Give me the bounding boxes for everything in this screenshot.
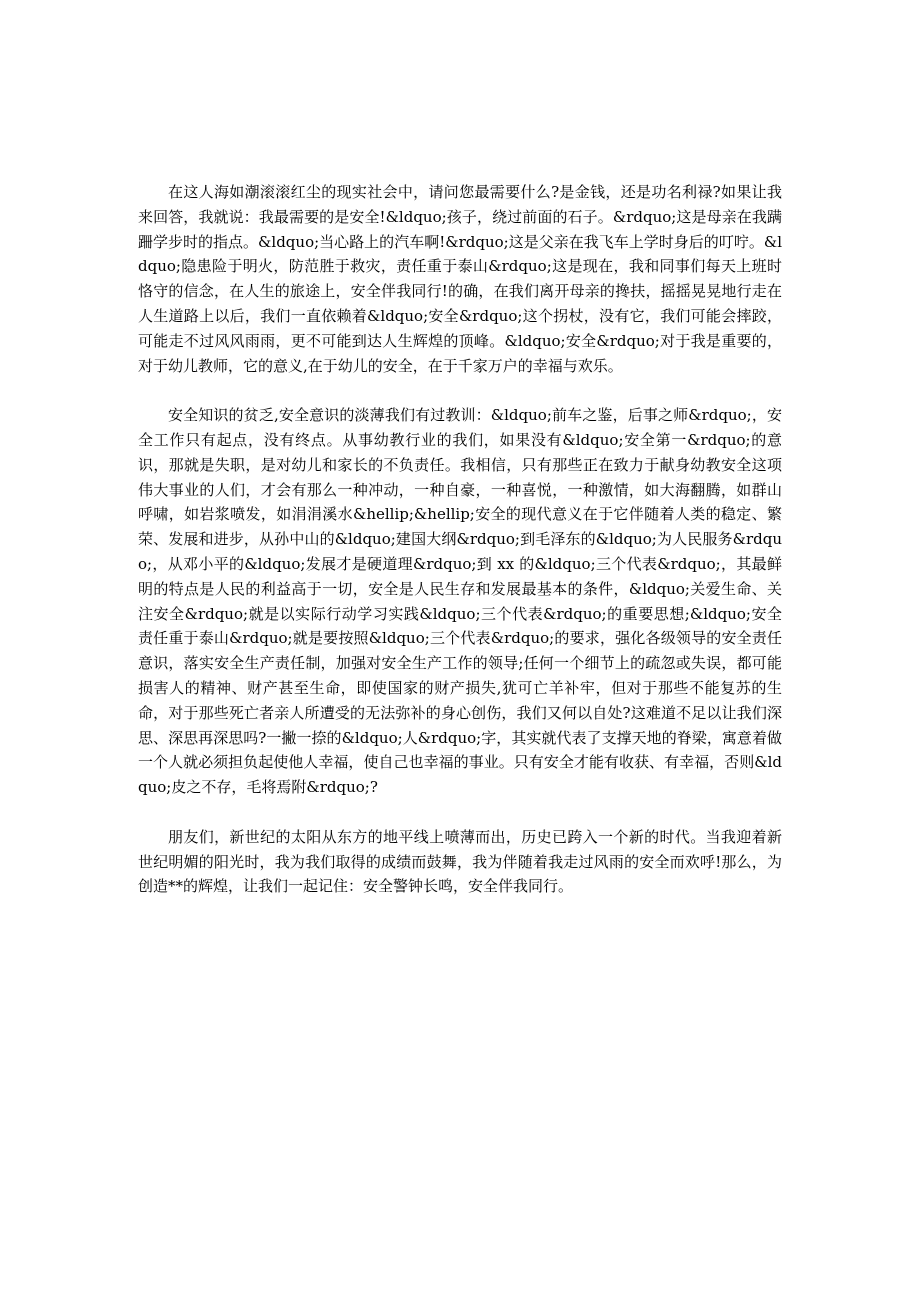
paragraph-1: 在这人海如潮滚滚红尘的现实社会中，请问您最需要什么?是金钱，还是功名利禄?如果让我来回答，我就说：我最需要的是安全!&ldquo;孩子，绕过前面的石子。&rdquo;这是母亲在我蹒跚学步时的指点。&ldquo;当心路上的汽车啊!&rdquo;这是父亲在我飞车上学时身后的叮咛。&ldquo;隐患险于明火，防范胜于救灾，责任重于泰山&rdquo;这是现在，我和同事们每天上班时恪守的信念，在人生的旅途上，安全伴我同行!的确，在我们离开母亲的搀扶，摇摇晃晃地行走在人生道路上以后，我们一直依赖着&ldquo;安全&rdquo;这个拐杖，没有它，我们可能会摔跤，可能走不过风风雨雨，更不可能到达人生辉煌的顶峰。&ldquo;安全&rdquo;对于我是重要的，对于幼儿教师，它的意义,在于幼儿的安全，在于千家万户的幸福与欢乐。 <box>138 183 782 375</box>
paragraph-3: 朋友们，新世纪的太阳从东方的地平线上喷薄而出，历史已跨入一个新的时代。当我迎着新世纪明媚的阳光时，我为我们取得的成绩而鼓舞，我为伴随着我走过风雨的安全而欢呼!那么，为创造**的辉煌，让我们一起记住：安全警钟长鸣，安全伴我同行。 <box>138 827 782 896</box>
paragraph-2: 安全知识的贫乏,安全意识的淡薄我们有过教训：&ldquo;前车之鉴，后事之师&rdquo;，安全工作只有起点，没有终点。从事幼教行业的我们，如果没有&ldquo;安全第一&rdquo;的意识，那就是失职，是对幼儿和家长的不负责任。我相信，只有那些正在致力于献身幼教安全这项伟大事业的人们，才会有那么一种冲动，一种自豪，一种喜悦，一种激情，如大海翻腾，如群山呼啸，如岩浆喷发，如涓涓溪水&hellip;&hellip;安全的现代意义在于它伴随着人类的稳定、繁荣、发展和进步，从孙中山的&ldquo;建国大纲&rdquo;到毛泽东的&ldquo;为人民服务&rdquo;，从邓小平的&ldquo;发展才是硬道理&rdquo;到 xx 的&ldquo;三个代表&rdquo;，其最鲜明的特点是人民的利益高于一切，安全是人民生存和发展最基本的条件，&ldquo;关爱生命、关注安全&rdquo;就是以实际行动学习实践&ldquo;三个代表&rdquo;的重要思想;&ldquo;安全责任重于泰山&rdquo;就是要按照&ldquo;三个代表&rdquo;的要求，强化各级领导的安全责任意识，落实安全生产责任制，加强对安全生产工作的领导;任何一个细节上的疏忽或失误，都可能损害人的精神、财产甚至生命，即使国家的财产损失,犹可亡羊补牢，但对于那些不能复苏的生命，对于那些死亡者亲人所遭受的无法弥补的身心创伤，我们又何以自处?这难道不足以让我们深思、深思再深思吗?一撇一捺的&ldquo;人&rdquo;字，其实就代表了支撑天地的脊梁，寓意着做一个人就必须担负起使他人幸福，使自己也幸福的事业。只有安全才能有收获、有幸福，否则&ldquo;皮之不存，毛将焉附&rdquo;? <box>138 406 782 797</box>
document-body <box>138 180 782 899</box>
